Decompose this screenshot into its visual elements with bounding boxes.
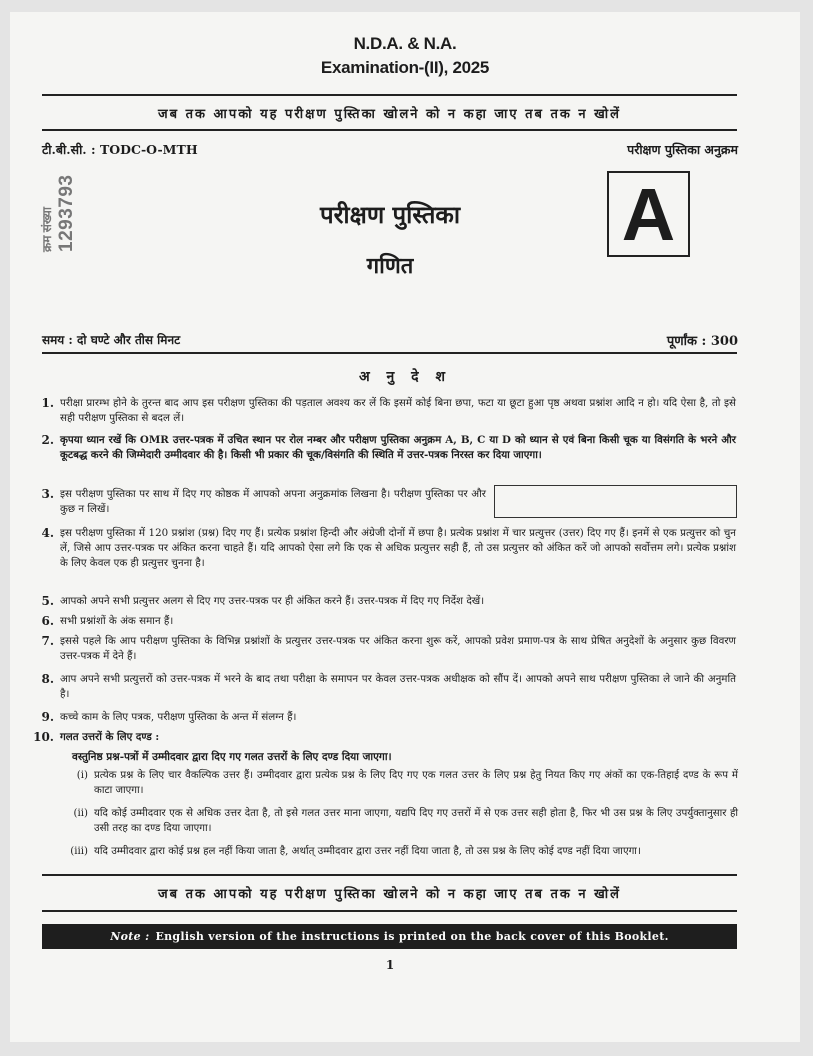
subject-title: गणित <box>366 253 414 279</box>
instruction-item: 5. आपको अपने सभी प्रत्युत्तर अलग से दिए गए उत्तर-पत्रक पर ही अंकित करने हैं। उत्तर-पत्रक में दिए गए निर्देश देखें। <box>41 594 485 608</box>
series-letter-box <box>607 171 690 257</box>
instruction-item: 1. परीक्षा प्रारम्भ होने के तुरन्त बाद आप इस परीक्षण पुस्तिका की पड़ताल अवश्य कर लें कि इसमें कोई बिना छपा, फटा या छूटा हुआ पृष्ठ अथवा प्रश्नांश आदि न हो। यदि ऐसा है, तो इसे सही परीक्षण पुस्तिका से बदल लें। <box>41 396 736 424</box>
note-text: English version of the instructions is printed on the back cover of this Booklet. <box>155 930 669 943</box>
instruction-item: 9. कच्चे काम के लिए पत्रक, परीक्षण पुस्तिका के अन्त में संलग्न हैं। <box>41 710 297 724</box>
bottom-rule-lower <box>42 910 737 912</box>
top-warning-banner: जब तक आपको यह परीक्षण पुस्तिका खोलने को न कहा जाए तब तक न खोलें <box>158 107 621 122</box>
bottom-rule <box>42 874 737 876</box>
instruction-item: 4. इस परीक्षण पुस्तिका में 120 प्रश्नांश (प्रश्न) दिए गए हैं। प्रत्येक प्रश्नांश हिन्दी और अंग्रेजी दोनों में छपा है। प्रत्येक प्रश्नांश में चार प्रत्युत्तर (उत्तर) दिए गए हैं। इनमें से एक प्रत्युत्तर को चुन लें, जिसे आप उत्तर-पत्रक पर अंकित करना चाहते हैं। यदि आपको ऐसा लगे कि एक से अधिक प्रत्युत्तर सही हैं, तो उस प्रत्युत्तर को अंकित करें जो आपको सर्वोत्तम लगे। प्रत्येक प्रश्नांश के लिए केवल एक ही प्रत्युत्तर चुनना है। <box>41 526 736 569</box>
instructions-top-rule <box>42 352 737 354</box>
tbc-code: टी.बी.सी. : TODC-O-MTH <box>42 142 198 157</box>
time-allowed: समय : दो घण्टे और तीस मिनट <box>42 333 181 347</box>
exam-session: Examination-(II), 2025 <box>320 58 490 77</box>
instruction-item: 8. आप अपने सभी प्रत्युत्तरों को उत्तर-पत्रक में भरने के बाद तथा परीक्षा के समापन पर केवल उत्तर-पत्रक अधीक्षक को सौंप दें। आपको अपने साथ परीक्षण पुस्तिका ले जाने की अनुमति है। <box>41 672 736 700</box>
instruction-item: 3. इस परीक्षण पुस्तिका पर साथ में दिए गए कोष्ठक में आपको अपना अनुक्रमांक लिखना है। परीक्षण पुस्तिका पर और कुछ न लिखें। <box>41 487 486 515</box>
serial-number-block <box>38 122 77 252</box>
serial-label: क्रम संख्या <box>40 207 54 252</box>
penalty-heading: वस्तुनिष्ठ प्रश्न-पत्रों में उम्मीदवार द्वारा दिए गए गलत उत्तरों के लिए दण्ड दिया जाएगा। <box>72 751 392 763</box>
instruction-item: 7. इससे पहले कि आप परीक्षण पुस्तिका के विभिन्न प्रश्नांशों के प्रत्युत्तर उत्तर-पत्रक पर अंकित करना शुरू करें, आपको प्रवेश प्रमाण-पत्र के साथ प्रेषित अनुदेशों के अनुसार कुछ विवरण उत्तर-पत्रक में देने हैं। <box>41 634 736 662</box>
instruction-item: 2. कृपया ध्यान रखें कि OMR उत्तर-पत्रक में उचित स्थान पर रोल नम्बर और परीक्षण पुस्तिका अनुक्रम A, B, C या D को ध्यान से एवं बिना किसी चूक या विसंगति के भरने और कूटबद्ध करने की जिम्मेदारी उम्मीदवार की है। किसी भी प्रकार की चूक/विसंगति की स्थिति में उत्तर-पत्रक निरस्त कर दिया जाएगा। <box>41 433 736 461</box>
bottom-warning-banner: जब तक आपको यह परीक्षण पुस्तिका खोलने को न कहा जाए तब तक न खोलें <box>158 887 621 902</box>
penalty-point: (ii) यदि कोई उम्मीदवार एक से अधिक उत्तर देता है, तो इसे गलत उत्तर माना जाएगा, यद्यपि दिए गए उत्तरों में से एक उत्तर सही होता है, फिर भी उस प्रश्न के लिए उपर्युक्तानुसार ही उसी तरह का दण्ड दिया जाएगा। <box>73 808 738 834</box>
series-label: परीक्षण पुस्तिका अनुक्रम <box>627 142 738 157</box>
booklet-page <box>10 12 800 1042</box>
instructions-heading: अ नु दे श <box>358 369 452 385</box>
series-letter: A <box>621 172 676 256</box>
top-rule-lower <box>42 129 737 131</box>
maximum-marks: पूर्णांक : 300 <box>666 334 738 349</box>
note-label: Note : <box>110 930 150 943</box>
exam-name: N.D.A. & N.A. <box>353 34 457 53</box>
penalty-point: (i) प्रत्येक प्रश्न के लिए चार वैकल्पिक उत्तर हैं। उम्मीदवार द्वारा प्रत्येक प्रश्न के लिए दिए गए एक गलत उत्तर के लिए प्रश्न हेतु नियत किए गए अंकों का एक-तिहाई दण्ड के रूप में काटा जाएगा। <box>76 770 738 796</box>
serial-number: 1293793 <box>56 174 77 252</box>
instruction-item: 10. गलत उत्तरों के लिए दण्ड : <box>33 730 160 744</box>
booklet-title: परीक्षण पुस्तिका <box>319 200 461 229</box>
penalty-point: (iii) यदि उम्मीदवार द्वारा कोई प्रश्न हल नहीं किया जाता है, अर्थात् उम्मीदवार द्वारा उत्तर नहीं दिया जाता है, तो उस प्रश्न के लिए कोई दण्ड नहीं दिया जाएगा। <box>70 846 641 857</box>
page-number: 1 <box>385 958 395 972</box>
instruction-item: 6. सभी प्रश्नांशों के अंक समान हैं। <box>41 614 174 628</box>
top-rule <box>42 94 737 96</box>
note-bar <box>42 924 737 949</box>
roll-number-box[interactable] <box>494 485 737 518</box>
